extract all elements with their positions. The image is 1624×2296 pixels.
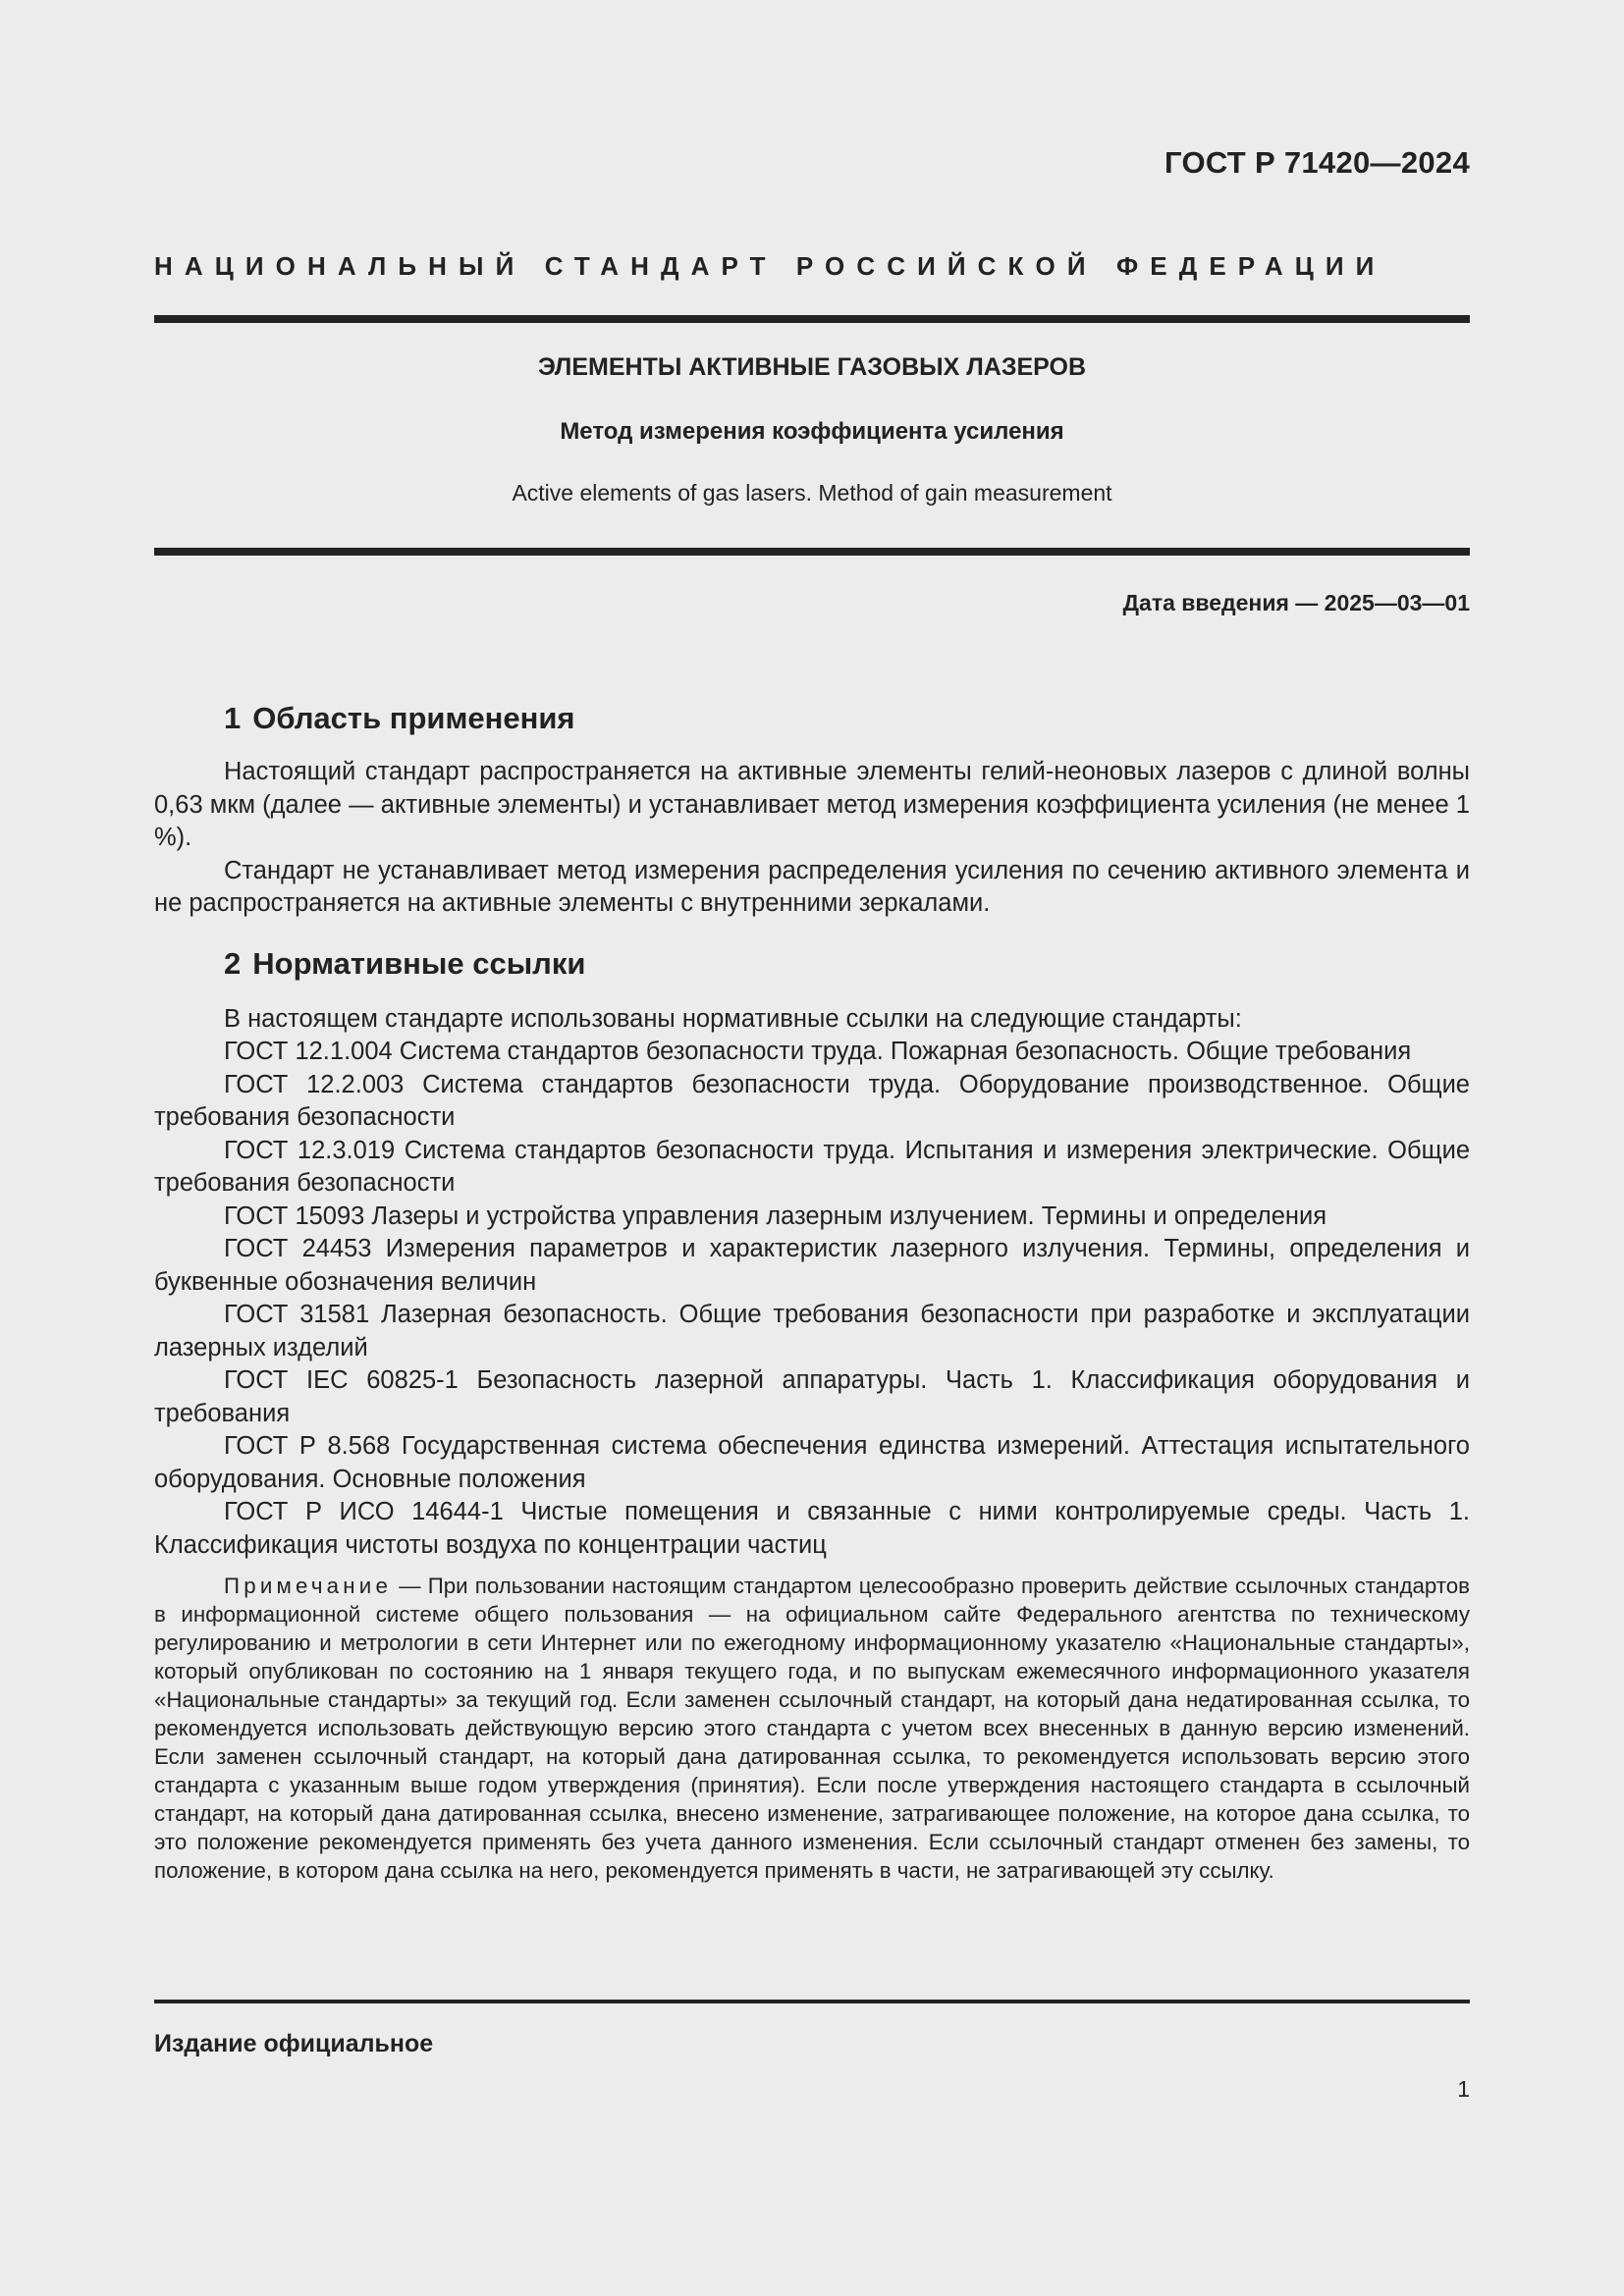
- note-label: Примечание: [224, 1574, 393, 1598]
- reference-entry: ГОСТ IEC 60825-1 Безопасность лазерной аппаратуры. Часть 1. Классификация оборудования и требования: [154, 1366, 1470, 1427]
- document-body: [154, 697, 1470, 1906]
- document-page: [154, 0, 1470, 2296]
- reference-entry: ГОСТ 12.2.003 Система стандартов безопасности труда. Оборудование производственное. Общие требования безопасности: [154, 1070, 1470, 1131]
- document-title: ЭЛЕМЕНТЫ АКТИВНЫЕ ГАЗОВЫХ ЛАЗЕРОВ: [537, 353, 1087, 381]
- footer-divider: [154, 2000, 1470, 2003]
- paragraph: Настоящий стандарт распространяется на активные элементы гелий-неоновых лазеров с длиной волны 0,63 мкм (далее — активные элементы) и устанавливает метод измерения коэффициента усиления (не менее 1 %).: [154, 758, 1470, 851]
- note: [154, 1572, 1470, 1885]
- edition-label: Издание официальное: [154, 2030, 434, 2057]
- section-body: [154, 1003, 1470, 1563]
- section-title: Нормативные ссылки: [252, 945, 586, 981]
- top-divider: [154, 315, 1470, 323]
- page-number: 1: [1457, 2076, 1470, 2102]
- section-number: 2: [224, 945, 242, 981]
- section-number: 1: [224, 701, 242, 735]
- paragraph: Стандарт не устанавливает метод измерения распределения усиления по сечению активного элемента и не распространяется на активные элементы с внутренними зеркалами.: [154, 856, 1470, 917]
- document-subtitle: Метод измерения коэффициента усиления: [560, 418, 1064, 445]
- document-title-english: Active elements of gas lasers. Method of gain measurement: [512, 480, 1112, 506]
- section-title: Область применения: [252, 701, 575, 735]
- reference-entry: ГОСТ 12.3.019 Система стандартов безопасности труда. Испытания и измерения электрические. Общие требования безопасности: [154, 1136, 1470, 1197]
- section-heading: [154, 942, 1470, 986]
- reference-entry: ГОСТ 12.1.004 Система стандартов безопасности труда. Пожарная безопасность. Общие требования: [224, 1038, 1412, 1065]
- gost-number: ГОСТ Р 71420—2024: [1164, 145, 1470, 180]
- introduction-date: Дата введения — 2025—03—01: [1122, 590, 1470, 615]
- national-standard-banner: НАЦИОНАЛЬНЫЙ СТАНДАРТ РОССИЙСКОЙ ФЕДЕРАЦИИ: [154, 251, 1386, 281]
- note-text: — При пользовании настоящим стандартом целесообразно проверить действие ссылочных стандартов в информационной системе общего пользования — на официальном сайте Федерального агентства по техническому регулированию и метрологии в сети Интернет или по ежегодному информационному указателю «Национальные стандарты», который опубликован по состоянию на 1 января текущего года, и по выпускам ежемесячного информационного указателя «Национальные стандарты» за текущий год. Если заменен ссылочный стандарт, на который дана недатированная ссылка, то рекомендуется использовать действующую версию этого стандарта с учетом всех внесенных в данную версию изменений. Если заменен ссылочный стандарт, на который дана датированная ссылка, то рекомендуется использовать версию этого стандарта с указанным выше годом утверждения (принятия). Если после утверждения настоящего стандарта в ссылочный стандарт, на который дана датированная ссылка, внесено изменение, затрагивающее положение, на которое дана ссылка, то это положение рекомендуется применять без учета данного изменения. Если ссылочный стандарт отменен без замены, то положение, в котором дана ссылка на него, рекомендуется применять в части, не затрагивающей эту ссылку.: [154, 1574, 1470, 1883]
- reference-entry: ГОСТ Р 8.568 Государственная система обеспечения единства измерений. Аттестация испытательного оборудования. Основные положения: [154, 1432, 1470, 1493]
- reference-entry: ГОСТ 15093 Лазеры и устройства управления лазерным излучением. Термины и определения: [224, 1201, 1327, 1230]
- reference-entry: ГОСТ 31581 Лазерная безопасность. Общие требования безопасности при разработке и эксплуатации лазерных изделий: [154, 1301, 1470, 1362]
- section-heading: [154, 697, 1470, 740]
- reference-entry: ГОСТ 24453 Измерения параметров и характеристик лазерного излучения. Термины, определения и буквенные обозначения величин: [154, 1235, 1470, 1296]
- reference-entry: ГОСТ Р ИСО 14644-1 Чистые помещения и связанные с ними контролируемые среды. Часть 1. Классификация чистоты воздуха по концентрации частиц: [154, 1498, 1470, 1559]
- title-block-divider: [154, 548, 1470, 556]
- section-body: [154, 756, 1470, 921]
- paragraph: В настоящем стандарте использованы нормативные ссылки на следующие стандарты:: [224, 1004, 1242, 1033]
